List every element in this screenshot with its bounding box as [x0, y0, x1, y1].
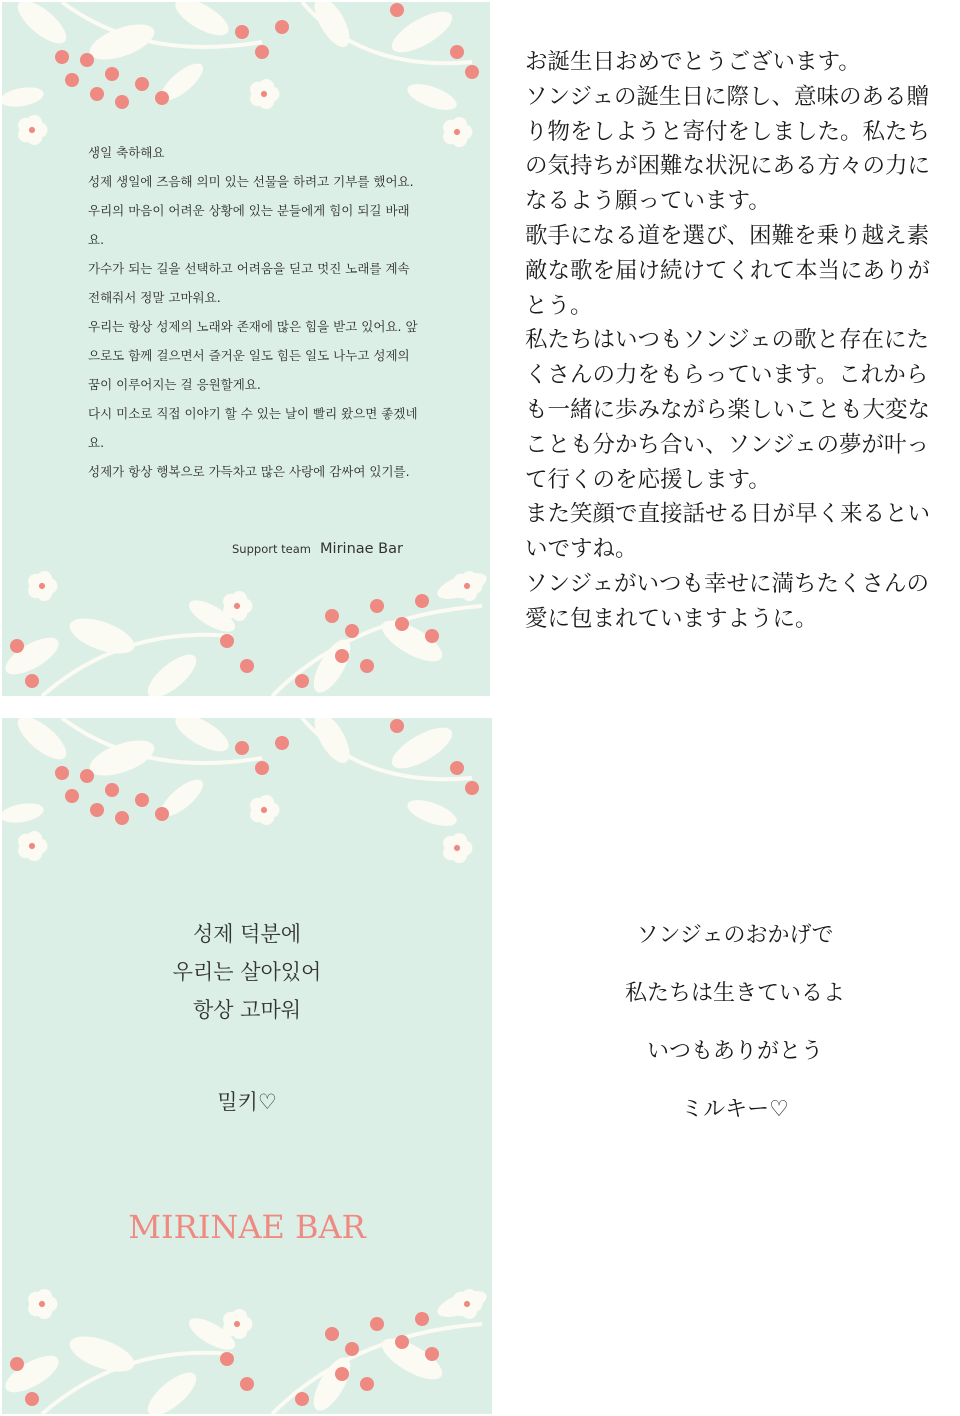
korean-letter: [88, 138, 418, 486]
flower-center-icon: [234, 1321, 240, 1327]
berry-icon: [25, 1392, 39, 1406]
berry-icon: [390, 3, 404, 17]
berry-icon: [450, 45, 464, 59]
letter-paragraph: 성제가 항상 행복으로 가득차고 많은 사랑에 감싸여 있기를.: [88, 464, 410, 479]
korean-message: [2, 915, 492, 1029]
stem-icon: [42, 1353, 232, 1414]
japanese-message: [497, 918, 960, 1128]
leaf-icon: [170, 2, 234, 42]
letter-paragraph: 다시 미소로 직접 이야기 할 수 있는 날이 빨리 왔으면 좋겠네요.: [88, 406, 418, 450]
leaf-icon: [2, 631, 64, 682]
message-line: 항상 고마워: [192, 998, 302, 1022]
flower-center-icon: [39, 1301, 45, 1307]
berry-icon: [10, 1357, 24, 1371]
floral-decoration: [2, 718, 492, 1414]
leaf-icon: [141, 648, 202, 696]
berry-icon: [325, 609, 339, 623]
stem-icon: [62, 718, 262, 763]
signature-name: Mirinae Bar: [320, 541, 403, 557]
berry-icon: [135, 77, 149, 91]
letter-paragraph: 가수가 되는 길을 선택하고 어려움을 딛고 멋진 노래를 계속 전해줘서 정말 고마워요.: [88, 261, 410, 305]
letter-card-korean: [2, 2, 490, 696]
flower-center-icon: [39, 583, 45, 589]
berry-icon: [360, 1377, 374, 1391]
stem-icon: [62, 2, 262, 47]
flower-center-icon: [454, 129, 460, 135]
berry-icon: [370, 599, 384, 613]
signature-team: Support team: [232, 542, 311, 556]
berry-icon: [105, 783, 119, 797]
berry-icon: [155, 807, 169, 821]
message-line: ソンジェのおかげで: [636, 923, 834, 948]
berry-icon: [335, 1367, 349, 1381]
flower-center-icon: [29, 843, 35, 849]
message-line: 성제 덕분에: [192, 922, 302, 946]
flower-center-icon: [454, 845, 460, 851]
letter-paragraph: また笑顔で直接話せる日が早く来るといいですね。: [525, 501, 931, 563]
berry-icon: [415, 594, 429, 608]
berry-icon: [325, 1327, 339, 1341]
berry-icon: [105, 67, 119, 81]
signature: [232, 538, 403, 557]
flower-center-icon: [29, 127, 35, 133]
berry-icon: [345, 1342, 359, 1356]
berry-icon: [235, 25, 249, 39]
letter-paragraph: お誕生日おめでとうございます。: [525, 49, 861, 75]
leaf-icon: [307, 634, 358, 696]
berry-icon: [275, 20, 289, 34]
berry-icon: [345, 624, 359, 638]
message-signature: ミルキー♡: [681, 1097, 789, 1122]
berry-icon: [425, 629, 439, 643]
flower-center-icon: [261, 807, 267, 813]
letter-paragraph: 私たちはいつもソンジェの歌と存在にたくさんの力をもらっています。これからも一緒に歩みながら楽しいことも大変なことも分かち合い、ソンジェの夢が叶って行くのを応援します。: [525, 327, 931, 493]
berry-icon: [275, 736, 289, 750]
flower-center-icon: [234, 603, 240, 609]
leaf-icon: [11, 2, 72, 50]
letter-paragraph: ソンジェの誕生日に際し、意味のある贈り物をしようと寄付をしました。私たちの気持ちが困難な状況にある方々の力になるよう願っています。: [525, 83, 931, 215]
berry-icon: [370, 1317, 384, 1331]
berry-icon: [295, 1392, 309, 1406]
berry-icon: [425, 1347, 439, 1361]
berry-icon: [25, 674, 39, 688]
berry-icon: [465, 65, 479, 79]
message-line: 우리는 살아있어: [172, 960, 322, 984]
berry-icon: [415, 1312, 429, 1326]
message-card-korean: [2, 718, 492, 1414]
leaf-icon: [307, 1352, 358, 1414]
leaf-icon: [2, 800, 45, 825]
berry-icon: [10, 639, 24, 653]
berry-icon: [90, 87, 104, 101]
berry-icon: [395, 1335, 409, 1349]
message-signature: 밀키♡: [217, 1090, 277, 1114]
berry-icon: [395, 617, 409, 631]
flower-center-icon: [464, 583, 470, 589]
letter-paragraph: 생일 축하해요: [88, 145, 165, 160]
berry-icon: [390, 719, 404, 733]
leaf-icon: [2, 84, 45, 109]
letter-paragraph: ソンジェがいつも幸せに満ちたくさんの愛に包まれていますように。: [525, 570, 929, 632]
berry-icon: [240, 659, 254, 673]
message-line: 私たちは生きているよ: [624, 981, 845, 1006]
berry-icon: [220, 634, 234, 648]
berry-icon: [240, 1377, 254, 1391]
berry-icon: [80, 53, 94, 67]
berry-icon: [235, 741, 249, 755]
berry-icon: [135, 793, 149, 807]
mirinae-bar-logo: MIRINAE BAR: [128, 1208, 366, 1246]
letter-paragraph: 우리는 항상 성제의 노래와 존재에 많은 힘을 받고 있어요. 앞으로도 함께 걸으면서 즐거운 일도 힘든 일도 나누고 성제의 꿈이 이루어지는 걸 응원할게요.: [88, 319, 418, 392]
leaf-icon: [376, 613, 448, 670]
berry-icon: [450, 761, 464, 775]
berry-icon: [55, 50, 69, 64]
leaf-icon: [11, 718, 72, 766]
berry-icon: [255, 761, 269, 775]
berry-icon: [220, 1352, 234, 1366]
berry-icon: [115, 95, 129, 109]
berry-icon: [90, 803, 104, 817]
letter-paragraph: 성제 생일에 즈음해 의미 있는 선물을 하려고 기부를 했어요. 우리의 마음이 어려운 상황에 있는 분들에게 힘이 되길 바래요.: [88, 174, 414, 247]
berry-icon: [65, 789, 79, 803]
berry-icon: [360, 659, 374, 673]
berry-icon: [55, 766, 69, 780]
message-line: いつもありがとう: [646, 1039, 823, 1064]
japanese-letter: [525, 45, 950, 637]
berry-icon: [255, 45, 269, 59]
berry-icon: [295, 674, 309, 688]
berry-icon: [465, 781, 479, 795]
flower-center-icon: [261, 91, 267, 97]
stem-icon: [42, 635, 232, 696]
leaf-icon: [2, 1349, 64, 1400]
leaf-icon: [404, 795, 460, 832]
leaf-icon: [170, 718, 234, 758]
letter-paragraph: 歌手になる道を選び、困難を乗り越え素敵な歌を届け続けてくれて本当にありがとう。: [525, 222, 931, 319]
leaf-icon: [404, 79, 460, 116]
leaf-icon: [141, 1366, 202, 1414]
berry-icon: [65, 73, 79, 87]
leaf-icon: [65, 1329, 138, 1379]
leaf-icon: [376, 1331, 448, 1388]
flower-center-icon: [464, 1301, 470, 1307]
berry-icon: [80, 769, 94, 783]
leaf-icon: [65, 611, 138, 661]
berry-icon: [115, 811, 129, 825]
berry-icon: [335, 649, 349, 663]
leaf-icon: [308, 2, 357, 52]
leaf-icon: [308, 718, 357, 768]
berry-icon: [155, 91, 169, 105]
